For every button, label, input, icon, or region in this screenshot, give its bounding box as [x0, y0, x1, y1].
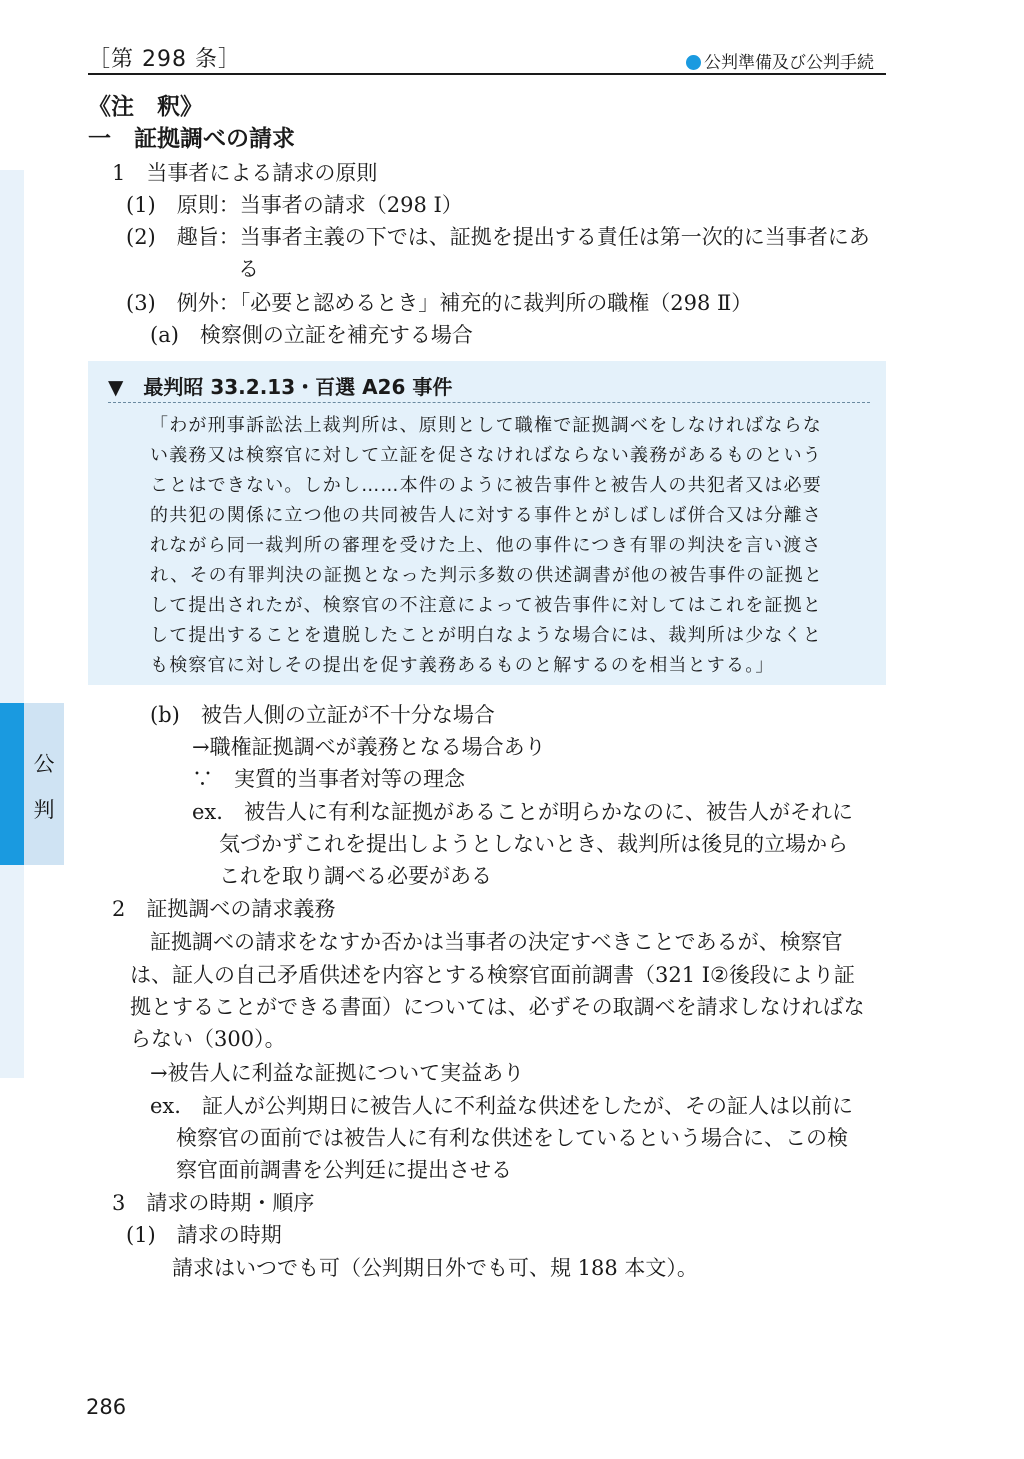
side-tab-char-1: 公 [33, 752, 55, 776]
item-line: (1) 請求の時期 [126, 1223, 282, 1247]
example-line: 気づかずこれを提出しようとしないとき、裁判所は後見的立場から [219, 832, 849, 856]
item-title: 3 請求の時期・順序 [112, 1191, 315, 1215]
case-quote-line: も検察官に対しその提出を促す義務あるものと解するのを相当とする。」 [150, 655, 775, 676]
header-rule [88, 73, 886, 75]
item-title: 2 証拠調べの請求義務 [112, 897, 336, 921]
side-tab-background [24, 703, 64, 865]
side-tab-accent [0, 703, 24, 865]
case-quote-line: 「わが刑事訴訟法上裁判所は、原則として職権で証拠調べをしなければならな [150, 415, 822, 436]
section-heading: 《注 釈》 [88, 94, 203, 120]
article-number: ［第 298 条］ [88, 47, 241, 72]
side-index-strip [0, 170, 24, 1078]
running-header [686, 48, 874, 73]
paragraph-line: らない（300）。 [130, 1027, 286, 1051]
example-line: 検察官の面前では被告人に有利な供述をしているという場合に、この検 [176, 1126, 848, 1150]
paragraph-line: 証拠調べの請求をなすか否かは当事者の決定すべきことであるが、検察官 [150, 930, 843, 954]
case-quote-line: ことはできない。しかし……本件のように被告事件と被告人の共犯者又は必要 [150, 475, 822, 496]
case-divider [108, 402, 870, 403]
bullet-dot-icon [686, 55, 701, 70]
case-quote-line: れながら同一裁判所の審理を受けた上、他の事件につき有罪の判決を言い渡さ [150, 535, 822, 556]
case-quote-line: 的共犯の関係に立つ他の共同被告人に対する事件とがしばしば併合又は分離さ [150, 505, 822, 526]
item-line: →被告人に利益な証拠について実益あり [150, 1061, 525, 1085]
example-line: 察官面前調書を公判廷に提出させる [176, 1158, 512, 1182]
running-header-title: 公判準備及び公判手続 [704, 53, 874, 73]
item-line: (1) 原則：当事者の請求（298 Ⅰ） [126, 193, 463, 217]
example-line: これを取り調べる必要がある [219, 864, 492, 888]
item-line: (3) 例外：「必要と認めるとき」補充的に裁判所の職権（298 Ⅱ） [126, 291, 753, 315]
page-number: 286 [86, 1395, 127, 1419]
case-quote-line: れ、その有罪判決の証拠となった判示多数の供述調書が他の被告事件の証拠と [150, 565, 824, 586]
paragraph-line: は、証人の自己矛盾供述を内容とする検察官面前調書（321 Ⅰ②後段により証 [130, 963, 855, 987]
case-quote-line: い義務又は検察官に対して立証を促さなければならない義務があるものという [150, 445, 822, 466]
item-line: (2) 趣旨：当事者主義の下では、証拠を提出する責任は第一次的に当事者にあ [126, 225, 870, 249]
case-quote-line: して提出することを遺脱したことが明白なような場合には、裁判所は少なくと [150, 625, 822, 646]
item-line: (a) 検察側の立証を補充する場合 [150, 323, 473, 347]
example-line: ex. 被告人に有利な証拠があることが明らかなのに、被告人がそれに [192, 800, 853, 824]
item-line: 請求はいつでも可（公判期日外でも可、規 188 本文）。 [172, 1256, 698, 1280]
example-line: ex. 証人が公判期日に被告人に不利益な供述をしたが、その証人は以前に [150, 1094, 853, 1118]
item-line: (b) 被告人側の立証が不十分な場合 [150, 703, 495, 727]
case-quote-line: して提出されたが、検察官の不注意によって被告事件に対してはこれを証拠と [150, 595, 822, 616]
item-line: ∵ 実質的当事者対等の理念 [192, 767, 465, 791]
item-line: る [238, 257, 259, 281]
subsection-heading: 一 証拠調べの請求 [88, 126, 295, 152]
side-tab-char-2: 判 [33, 798, 55, 822]
paragraph-line: 拠とすることができる書面）については、必ずその取調べを請求しなければな [130, 995, 865, 1019]
case-title: ▼ 最判昭 33.2.13・百選 A26 事件 [108, 375, 453, 399]
item-line: →職権証拠調べが義務となる場合あり [192, 735, 546, 759]
item-title: 1 当事者による請求の原則 [112, 161, 378, 185]
